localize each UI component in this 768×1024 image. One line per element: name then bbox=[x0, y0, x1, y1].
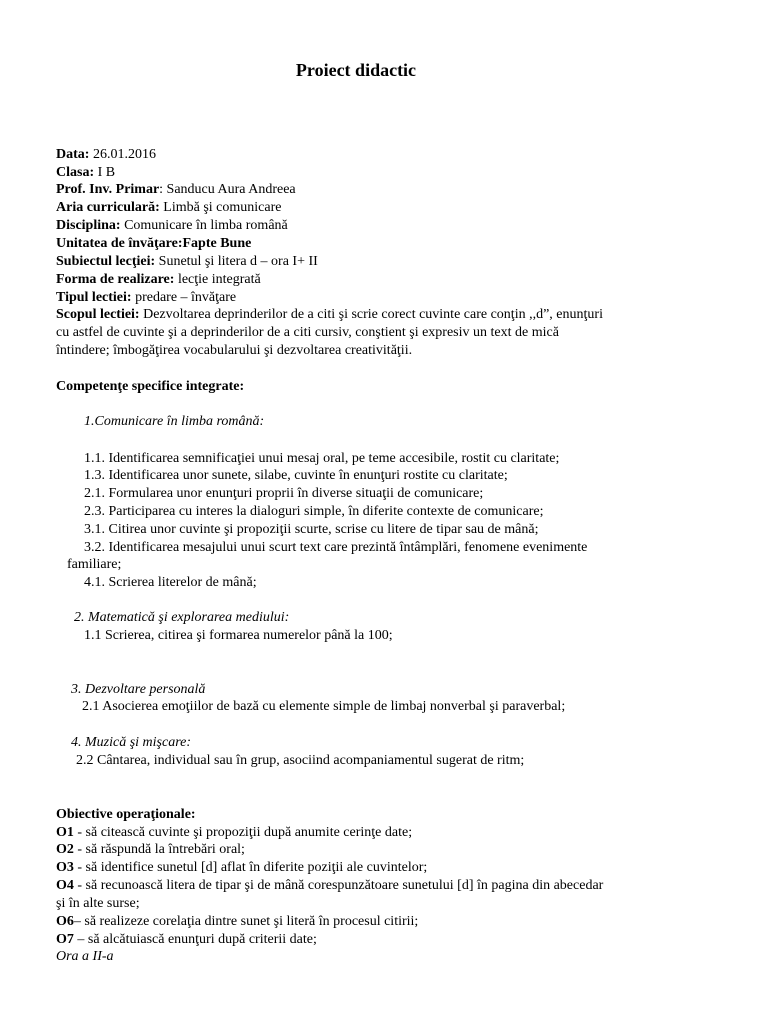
field-value: : Sanducu Aura Andreea bbox=[159, 182, 296, 197]
field-label: Data: bbox=[56, 147, 90, 162]
page-title: Proiect didactic bbox=[295, 60, 417, 80]
section-title: 2. Matematică şi explorarea mediului: bbox=[74, 610, 290, 625]
objective-text: – să alcătuiască enunţuri după criterii date; bbox=[73, 932, 317, 947]
objectives-heading: Obiective operaţionale: bbox=[56, 807, 196, 822]
objective-text: - să răspundă la întrebări oral; bbox=[73, 842, 245, 857]
objective-item-continuation: şi în alte surse; bbox=[56, 896, 140, 911]
field-label: Tipul lectiei: bbox=[56, 290, 132, 305]
field-curricular-area bbox=[56, 199, 281, 217]
competence-item: 1.1 Scrierea, citirea şi formarea numerelor până la 100; bbox=[84, 628, 393, 643]
field-value: lecţie integrată bbox=[174, 272, 261, 287]
objective-item bbox=[56, 859, 427, 877]
field-label: Aria curriculară: bbox=[56, 200, 160, 215]
competence-item: 2.1 Asocierea emoţiilor de bază cu elemente simple de limbaj nonverbal şi paraverbal; bbox=[82, 699, 566, 714]
field-value: 26.01.2016 bbox=[89, 147, 156, 162]
field-learning-unit bbox=[56, 235, 251, 253]
scope-text: Dezvoltarea deprinderilor de a citi şi scrie corect cuvinte care conţin ,,d”, enunţuri bbox=[139, 307, 603, 322]
field-value: predare – învăţare bbox=[131, 290, 237, 305]
field-discipline bbox=[56, 217, 288, 235]
field-lesson-subject bbox=[56, 253, 318, 271]
competence-item: 3.2. Identificarea mesajului unui scurt text care prezintă întâmplări, fenomene evenimente bbox=[84, 540, 588, 555]
field-value: Limbă şi comunicare bbox=[159, 200, 282, 215]
objective-item bbox=[56, 841, 245, 859]
scope-line: cu astfel de cuvinte şi a deprinderilor de a citi cursiv, conştient şi expresiv un text de mică bbox=[56, 325, 559, 340]
objective-item bbox=[56, 931, 317, 949]
competence-item: 1.3. Identificarea unor sunete, silabe, cuvinte în enunţuri rostite cu claritate; bbox=[84, 468, 508, 483]
field-label: Prof. Inv. Primar bbox=[56, 182, 160, 197]
objective-code: O3 bbox=[56, 860, 74, 875]
objective-item bbox=[56, 824, 412, 842]
section-title: 1.Comunicare în limba română: bbox=[84, 414, 265, 429]
competences-heading: Competenţe specifice integrate: bbox=[56, 379, 245, 394]
field-date bbox=[56, 146, 156, 164]
competence-item: 2.1. Formularea unor enunţuri proprii în diverse situaţii de comunicare; bbox=[84, 486, 484, 501]
scope-label: Scopul lectiei: bbox=[56, 307, 140, 322]
scope-line bbox=[56, 306, 603, 324]
scope-line: întindere; îmbogăţirea vocabularului şi dezvoltarea creativităţii. bbox=[56, 343, 413, 358]
field-value: Comunicare în limba română bbox=[120, 218, 288, 233]
objective-text: - să identifice sunetul [d] aflat în diferite poziţii ale cuvintelor; bbox=[73, 860, 428, 875]
objective-code: O4 bbox=[56, 878, 74, 893]
objective-item bbox=[56, 913, 418, 931]
competence-item: 3.1. Citirea unor cuvinte şi propoziţii scurte, scrise cu litere de tipar sau de mână; bbox=[84, 522, 539, 537]
section-title: 3. Dezvoltare personală bbox=[71, 682, 206, 697]
competence-item: 4.1. Scrierea literelor de mână; bbox=[84, 575, 257, 590]
objective-text: - să recunoască litera de tipar şi de mână corespunzătoare sunetului [d] în pagina din abecedar bbox=[73, 878, 604, 893]
hour-label: Ora a II-a bbox=[56, 949, 114, 964]
field-label: Unitatea de învăţare:Fapte Bune bbox=[56, 236, 252, 251]
field-class bbox=[56, 164, 115, 182]
competence-item: 2.3. Participarea cu interes la dialoguri simple, în diferite contexte de comunicare; bbox=[84, 504, 544, 519]
competence-item: 1.1. Identificarea semnificaţiei unui mesaj oral, pe teme accesibile, rostit cu claritate; bbox=[84, 451, 560, 466]
field-label: Clasa: bbox=[56, 165, 95, 180]
section-title: 4. Muzică şi mişcare: bbox=[71, 735, 192, 750]
objective-code: O2 bbox=[56, 842, 74, 857]
objective-text: – să realizeze corelaţia dintre sunet şi literă în procesul citirii; bbox=[73, 914, 419, 929]
field-label: Subiectul lecţiei: bbox=[56, 254, 156, 269]
objective-code: O6 bbox=[56, 914, 74, 929]
objective-text: - să citească cuvinte şi propoziţii după anumite cerinţe date; bbox=[73, 825, 413, 840]
objective-code: O7 bbox=[56, 932, 74, 947]
field-form bbox=[56, 271, 261, 289]
field-teacher bbox=[56, 181, 296, 199]
field-value: Sunetul şi litera d – ora I+ II bbox=[155, 254, 318, 269]
field-label: Forma de realizare: bbox=[56, 272, 175, 287]
field-value: I B bbox=[94, 165, 116, 180]
objective-item bbox=[56, 877, 603, 895]
field-lesson-type bbox=[56, 289, 236, 307]
objective-code: O1 bbox=[56, 825, 74, 840]
competence-item: 2.2 Cântarea, individual sau în grup, asociind acompaniamentul sugerat de ritm; bbox=[76, 753, 525, 768]
competence-item-continuation: familiare; bbox=[67, 557, 122, 572]
field-label: Disciplina: bbox=[56, 218, 121, 233]
